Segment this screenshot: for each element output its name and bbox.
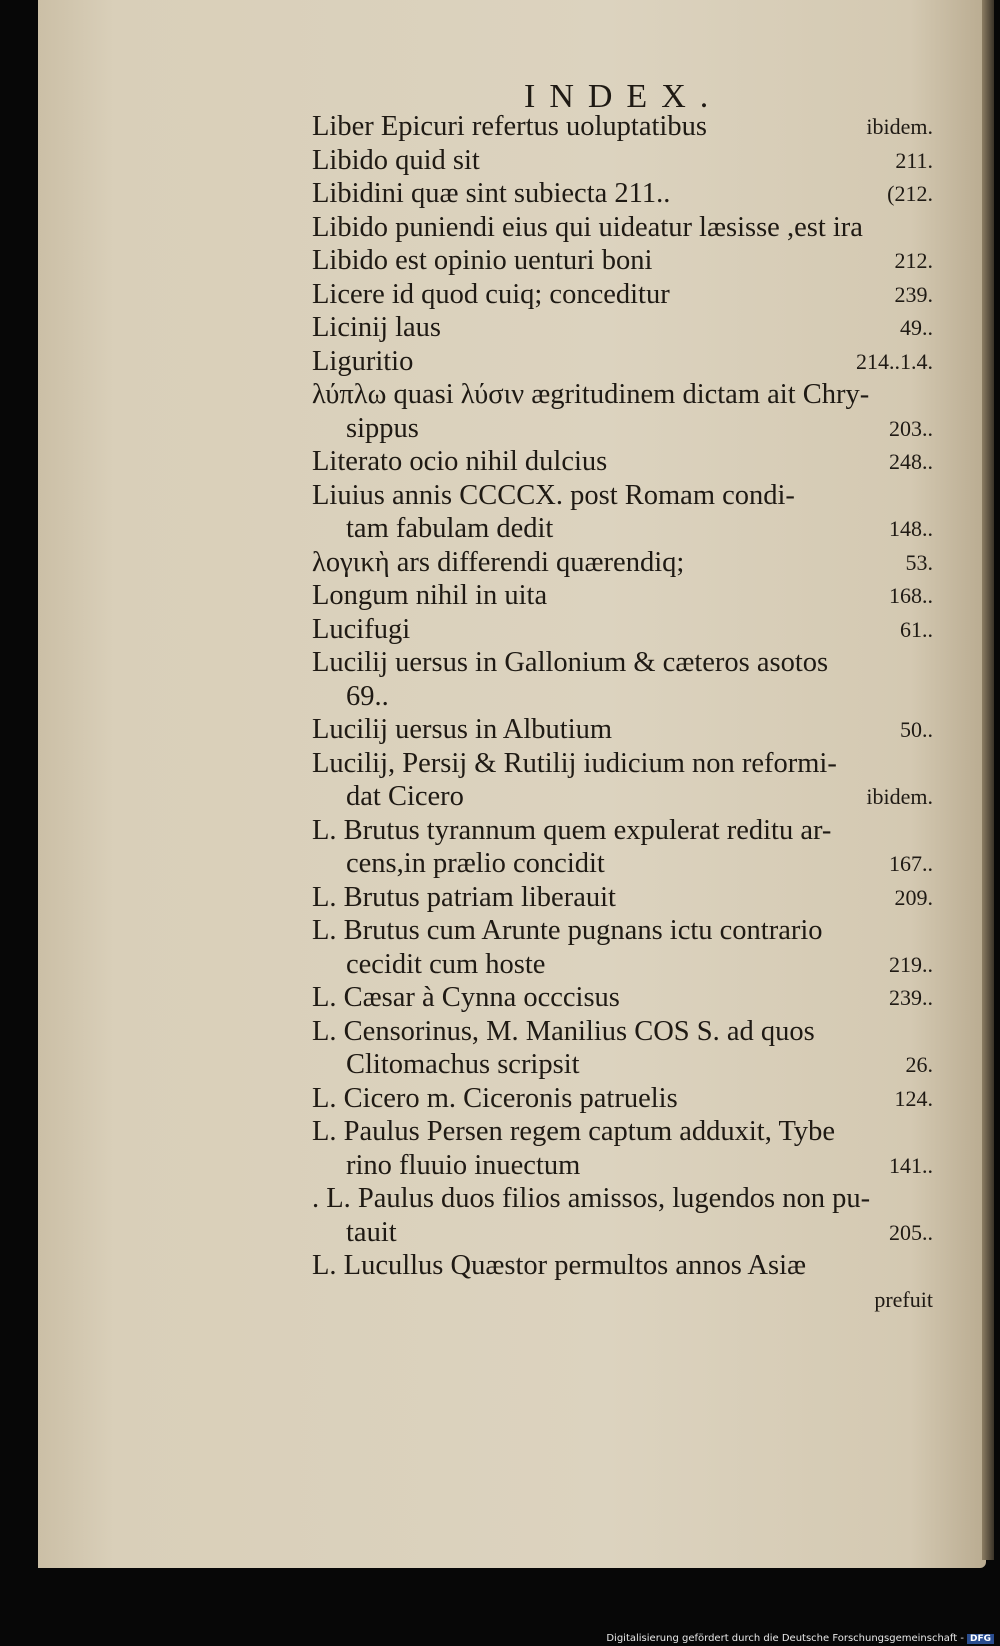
entry-page-ref: 211.	[895, 147, 933, 173]
entry-page-ref: 53.	[905, 549, 933, 575]
entry-text: L. Brutus cum Arunte pugnans ictu contrario	[312, 915, 823, 946]
entry-page-ref: 239.	[894, 281, 933, 307]
entry-page-ref: 141..	[889, 1152, 933, 1178]
entry-page-ref: 124.	[894, 1085, 933, 1111]
entry-text: Literato ocio nihil dulcius	[312, 446, 608, 477]
entry-text: L. Lucullus Quæstor permultos annos Asiæ	[312, 1250, 806, 1281]
index-entry	[312, 881, 937, 915]
entry-text: L. Brutus patriam liberauit	[312, 881, 616, 913]
entry-text: L. Cæsar à Cynna occcisus	[312, 982, 620, 1013]
entry-text: Licinij laus	[312, 312, 442, 343]
index-entry	[312, 244, 937, 278]
entry-text: Libidini quæ sint subiecta 211..	[312, 178, 671, 209]
entry-page-ref: 205..	[889, 1219, 933, 1245]
index-entry-continuation	[312, 512, 937, 546]
index-entry-continuation	[312, 847, 937, 881]
entry-text: . L. Paulus duos filios amissos, lugendos non pu-	[312, 1183, 871, 1214]
entry-text: Licere id quod cuiq; conceditur	[312, 278, 670, 310]
entry-text: Lucilij uersus in Gallonium & cæteros asotos	[312, 647, 829, 678]
index-entry	[312, 311, 937, 345]
entry-text: λογικὴ ars differendi quærendiq;	[312, 546, 685, 578]
entry-page-ref: 148..	[889, 516, 933, 541]
index-entry	[312, 378, 937, 412]
entry-text: Liguritio	[312, 345, 414, 377]
entry-text: Liber Epicuri refertus uoluptatibus	[312, 111, 707, 142]
entry-text: tauit	[346, 1216, 397, 1248]
entry-text: Libido quid sit	[312, 144, 480, 176]
entry-page-ref: (212.	[887, 181, 933, 206]
page-header: INDEX.	[524, 78, 723, 115]
index-entry	[312, 144, 937, 178]
index-entry-continuation	[312, 1283, 937, 1317]
entry-text: Longum nihil in uita	[312, 580, 548, 611]
entry-page-ref: 209.	[894, 884, 933, 910]
entry-page-ref: ibidem.	[866, 784, 933, 809]
entry-text: tam fabulam dedit	[346, 513, 554, 544]
index-entry	[312, 613, 937, 647]
index-entry	[312, 579, 937, 613]
index-entry-continuation	[312, 1149, 937, 1183]
index-entry	[312, 445, 937, 479]
index-entry-continuation	[312, 412, 937, 446]
entry-page-ref: 248..	[889, 449, 933, 474]
entry-page-ref: 49..	[900, 315, 933, 340]
index-entry-continuation	[312, 680, 937, 714]
index-entry	[312, 278, 937, 312]
entry-page-ref: 219..	[889, 951, 933, 977]
entry-text: Liuius annis CCCCX. post Romam condi-	[312, 479, 795, 511]
index-entry	[312, 177, 937, 211]
index-entry	[312, 345, 937, 379]
index-entries	[312, 110, 937, 1316]
index-entry	[312, 646, 937, 680]
index-entry	[312, 546, 937, 580]
entry-text: Libido est opinio uenturi boni	[312, 245, 653, 276]
entry-text: Clitomachus scripsit	[346, 1049, 580, 1080]
index-entry	[312, 1115, 937, 1149]
entry-page-ref: 61..	[900, 616, 933, 642]
entry-text: Lucilij, Persij & Rutilij iudicium non reformi-	[312, 747, 837, 779]
entry-text: Libido puniendi eius qui uideatur læsisse ,est ira	[312, 211, 863, 243]
dfg-logo: DFG	[967, 1634, 994, 1644]
index-entry-continuation	[312, 1216, 937, 1250]
page-edge	[982, 0, 994, 1560]
entry-text: rino fluuio inuectum	[346, 1149, 581, 1181]
entry-text: Lucilij uersus in Albutium	[312, 714, 613, 745]
entry-text: λύπλω quasi λύσιν ægritudinem dictam ait Chry-	[312, 379, 870, 410]
index-entry	[312, 1249, 937, 1283]
index-entry	[312, 479, 937, 513]
entry-page-ref: 26.	[905, 1052, 933, 1077]
entry-text: Lucifugi	[312, 613, 411, 645]
index-entry	[312, 747, 937, 781]
index-entry	[312, 914, 937, 948]
index-entry-continuation	[312, 780, 937, 814]
entry-page-ref: ibidem.	[866, 114, 933, 139]
index-entry	[312, 713, 937, 747]
index-entry	[312, 981, 937, 1015]
entry-text: 69..	[346, 680, 389, 712]
entry-text: L. Censorinus, M. Manilius COS S. ad quos	[312, 1015, 815, 1047]
entry-page-ref: 50..	[900, 717, 933, 742]
entry-text: dat Cicero	[346, 781, 464, 812]
index-entry-continuation	[312, 948, 937, 982]
entry-text: L. Cicero m. Ciceronis patruelis	[312, 1082, 678, 1114]
footer-credit	[606, 1633, 994, 1644]
entry-page-ref: 203..	[889, 415, 933, 441]
entry-text: cens,in prælio concidit	[346, 848, 605, 879]
entry-text: L. Brutus tyrannum quem expulerat reditu ar-	[312, 814, 832, 846]
index-entry	[312, 1082, 937, 1116]
entry-page-ref: 168..	[889, 583, 933, 608]
entry-text: sippus	[346, 412, 419, 444]
entry-text: L. Paulus Persen regem captum adduxit, Tybe	[312, 1116, 836, 1147]
entry-page-ref: 212.	[894, 248, 933, 273]
entry-page-ref: prefuit	[874, 1286, 933, 1312]
entry-page-ref: 214..1.4.	[856, 348, 933, 374]
index-entry-continuation	[312, 1048, 937, 1082]
entry-page-ref: 167..	[889, 851, 933, 876]
index-entry	[312, 110, 937, 144]
entry-text: cecidit cum hoste	[346, 948, 546, 980]
entry-page-ref: 239..	[889, 985, 933, 1010]
footer-text: Digitalisierung gefördert durch die Deutsche Forschungsgemeinschaft -	[606, 1633, 964, 1644]
index-entry	[312, 211, 937, 245]
index-entry	[312, 1015, 937, 1049]
index-entry	[312, 1182, 937, 1216]
index-entry	[312, 814, 937, 848]
